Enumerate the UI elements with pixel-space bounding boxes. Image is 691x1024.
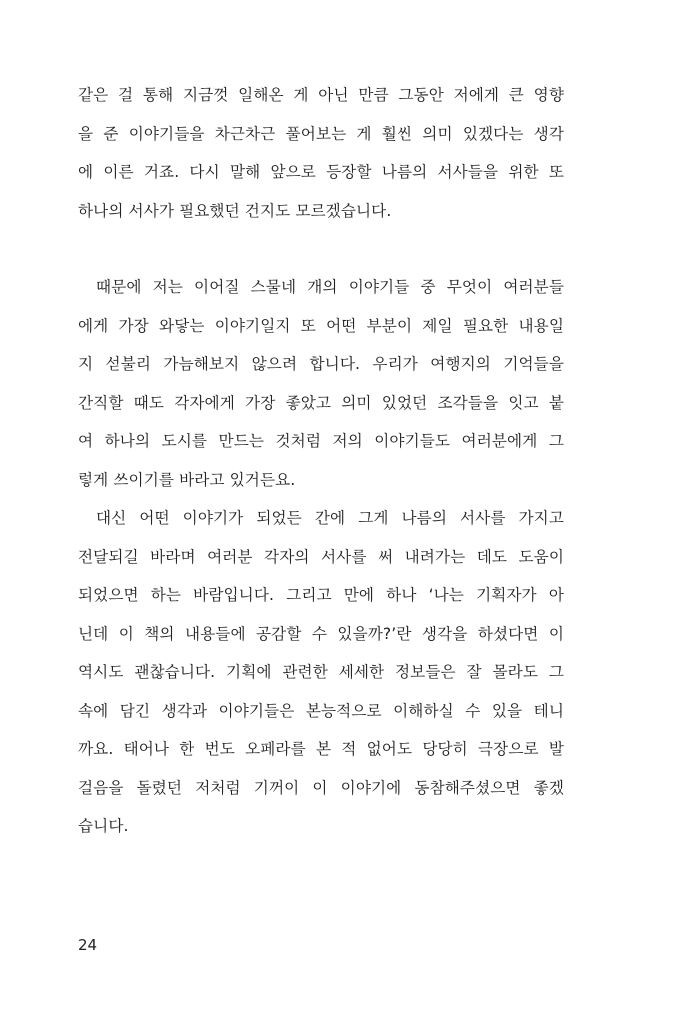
text-line: 렇게 쓰이기를 바라고 있거든요. xyxy=(78,470,296,489)
text-line: 여 하나의 도시를 만드는 것처럼 저의 이야기들도 여러분에게 그 xyxy=(78,432,564,450)
text-line: 을 준 이야기들을 차근차근 풀어보는 게 훨씬 의미 있겠다는 생각 xyxy=(78,124,564,143)
text-line: 에게 가장 와닿는 이야기일지 또 어떤 부분이 제일 필요한 내용일 xyxy=(78,316,564,335)
text-line: 하나의 서사가 필요했던 건지도 모르겠습니다. xyxy=(78,201,392,220)
text-line: 습니다. xyxy=(78,817,129,835)
text-line: 걸음을 돌렸던 저처럼 기꺼이 이 이야기에 동참해주셨으면 좋겠 xyxy=(78,778,564,797)
text-line: 같은 걸 통해 지금껏 일해온 게 아닌 만큼 그동안 저에게 큰 영향 xyxy=(78,86,564,104)
text-line: 속에 담긴 생각과 이야기들은 본능적으로 이해하실 수 있을 테니 xyxy=(78,701,564,720)
text-line: 되었으면 하는 바람입니다. 그리고 만에 하나 ‘나는 기획자가 아 xyxy=(78,586,564,604)
text-line: 에 이른 거죠. 다시 말해 앞으로 등장할 나름의 서사들을 위한 또 xyxy=(78,163,564,181)
text-line: 지 섣불리 가늠해보지 않으려 합니다. 우리가 여행지의 기억들을 xyxy=(78,355,564,373)
text-line: 대신 어떤 이야기가 되었든 간에 그게 나름의 서사를 가지고 xyxy=(96,509,564,527)
text-line: 간직할 때도 각자에게 가장 좋았고 의미 있었던 조각들을 잇고 붙 xyxy=(78,393,564,412)
text-line: 까요. 태어나 한 번도 오페라를 본 적 없어도 당당히 극장으로 발 xyxy=(78,740,564,758)
text-line: 닌데 이 책의 내용들에 공감할 수 있을까?’란 생각을 하셨다면 이 xyxy=(78,624,564,643)
text-line: 때문에 저는 이어질 스물네 개의 이야기들 중 무엇이 여러분들 xyxy=(96,278,564,296)
page-number: 24 xyxy=(78,936,98,954)
text-line: 역시도 괜찮습니다. 기획에 관련한 세세한 정보들은 잘 몰라도 그 xyxy=(78,663,564,681)
text-line: 전달되길 바라며 여러분 각자의 서사를 써 내려가는 데도 도움이 xyxy=(78,547,564,566)
